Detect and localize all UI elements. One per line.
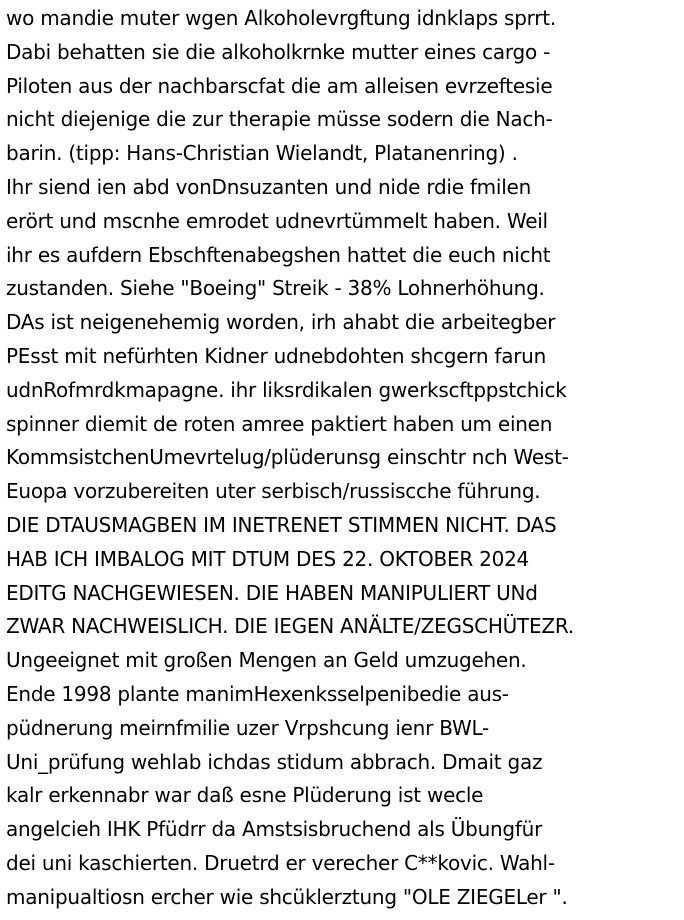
text-line-4: nicht diejenige die zur therapie müsse sodern die Nach- (6, 107, 553, 132)
text-line-20: Ungeeignet mit großen Mengen an Geld umzugehen. (6, 648, 527, 673)
text-line-10: DAs ist neigenehemig worden, irh ahabt die arbeitegber (6, 310, 556, 335)
text-line-26: dei uni kaschierten. Druetrd er verecher C**kovic. Wahl- (6, 850, 555, 875)
text-line-19: ZWAR NACHWEISLICH. DIE IEGEN ANÄLTE/ZEGSCHÜTEZR. (6, 614, 574, 639)
text-line-5: barin. (tipp: Hans-Christian Wielandt, Platanenring) . (6, 141, 518, 166)
text-line-7: erört und mscnhe emrodet udnevrtümmelt haben. Weil (6, 208, 548, 233)
text-line-12: udnRofmrdkmapagne. ihr liksrdikalen gwerkscftppstchick (6, 377, 567, 402)
text-line-15: Euopa vorzubereiten uter serbisch/russiscche führung. (6, 479, 541, 504)
text-line-8: ihr es aufdern Ebschftenabegshen hattet die euch nicht (6, 242, 551, 267)
text-line-27: manipualtiosn ercher wie shcüklerztung "OLE ZIEGELer ". (6, 884, 568, 909)
text-line-21: Ende 1998 plante manimHexenksselpenibedie aus- (6, 681, 509, 706)
text-line-18: EDITG NACHGEWIESEN. DIE HABEN MANIPULIERT UNd (6, 580, 538, 605)
text-line-16: DIE DTAUSMAGBEN IM INETRENET STIMMEN NICHT. DAS (6, 512, 557, 537)
text-line-22: püdnerung meirnfmilie uzer Vrpshcung ienr BWL- (6, 715, 489, 740)
text-line-25: angelcieh IHK Pfüdrr da Amstsisbruchend als Übungfür (6, 817, 543, 842)
text-line-11: PEsst mit nefürhten Kidner udnebdohten shcgern farun (6, 343, 547, 368)
document-page (6, 2, 682, 918)
text-line-2: Dabi behatten sie die alkoholkrnke mutter eines cargo - (6, 39, 551, 64)
text-line-24: kalr erkennabr war daß esne Plüderung ist wecle (6, 783, 484, 808)
text-line-17: HAB ICH IMBALOG MIT DTUM DES 22. OKTOBER 2024 (6, 546, 530, 571)
text-line-14: KommsistchenUmevrtelug/plüderunsg einschtr nch West- (6, 445, 569, 470)
text-line-9: zustanden. Siehe "Boeing" Streik - 38% Lohnerhöhung. (6, 276, 545, 301)
text-line-6: Ihr siend ien abd vonDnsuzanten und nide rdie fmilen (6, 174, 531, 199)
text-line-1: wo mandie muter wgen Alkoholevrgftung idnklaps sprrt. (6, 6, 556, 30)
text-line-23: Uni_prüfung wehlab ichdas stidum abbrach. Dmait gaz (6, 749, 543, 774)
text-line-13: spinner diemit de roten amree paktiert haben um einen (6, 411, 553, 436)
text-line-3: Piloten aus der nachbarscfat die am alleisen evrzeftesie (6, 73, 553, 98)
